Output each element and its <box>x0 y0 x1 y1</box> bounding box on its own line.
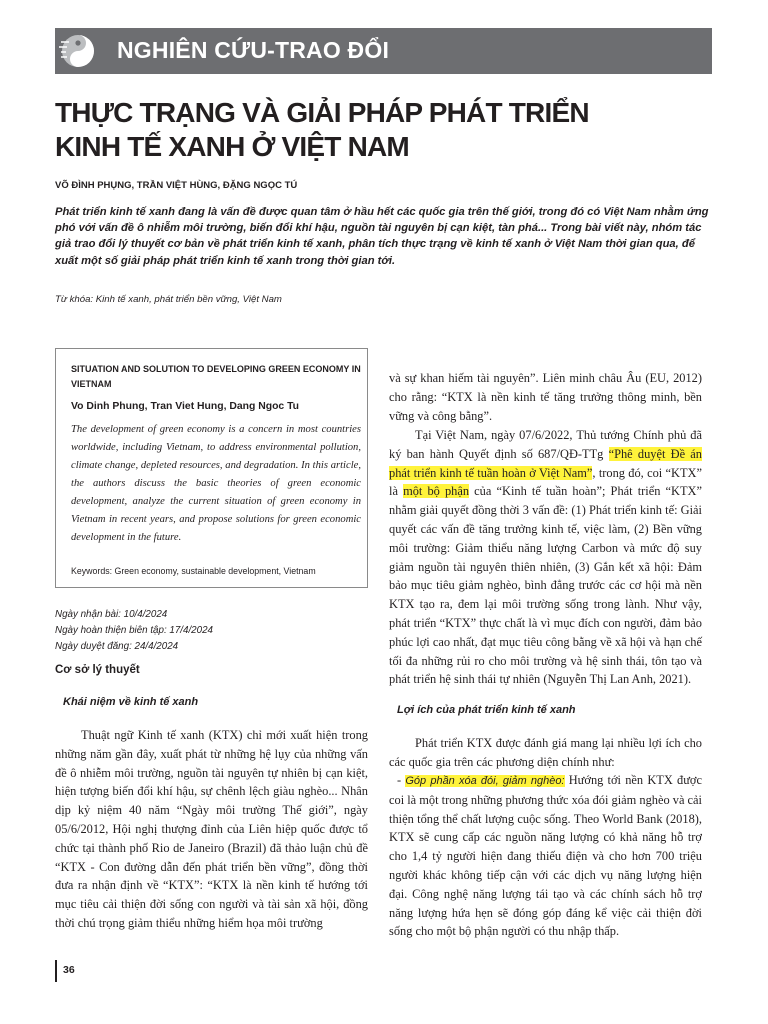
article-authors: VÕ ĐÌNH PHỤNG, TRẦN VIỆT HÙNG, ĐẶNG NGỌC TÚ <box>55 180 298 191</box>
english-summary-box <box>55 348 368 588</box>
page-number: 36 <box>63 964 75 976</box>
highlight-decision-title: “Phê duyệt Đề án phát triển kinh tế tuần hoàn ở Việt Nam” <box>389 446 702 480</box>
right-paragraph-4-text: Hướng tới nền KTX được coi là một trong những phương thức xóa đói giảm nghèo và cải thiện tổng thể chất lượng cuộc sống. Theo World Bank (2018), KTX sẽ cung cấp các nguồn năng lượng có khả năng hỗ trợ cho 1,4 tỷ người hiện đang thiếu điện và cho hơn 700 triệu người khác không tiếp cận với các dịch vụ năng lượng hiện đại. Công nghệ năng lượng tái tạo và các chính sách hỗ trợ năng lượng hứa hẹn sẽ đóng góp đáng kể việc cải thiện đời sống cho một bộ phận người có thu nhập thấp. <box>389 773 702 939</box>
submission-dates <box>55 607 213 655</box>
right-paragraph-1: và sự khan hiếm tài nguyên”. Liên minh châu Âu (EU, 2012) cho rằng: “KTX là nền kinh tế tăng trưởng thông minh, bền vững và công bằng”. <box>389 371 702 423</box>
abstract-vietnamese: Phát triển kinh tế xanh đang là vấn đề được quan tâm ở hầu hết các quốc gia trên thế giới, trong đó có Việt Nam nhằm ứng phó với vấn đề ô nhiễm môi trường, biến đổi khí hậu, nguồn tài nguyên bị cạn kiệt, tàn phá... Trong bài viết này, nhóm tác giả trao đổi lý thuyết cơ bản về phát triển kinh tế xanh, phân tích thực trạng về kinh tế xanh ở Việt Nam thời gian qua, để xuất một số giải pháp phát triển kinh tế xanh trong thời gian tới. <box>55 206 709 267</box>
footer-divider <box>55 960 57 982</box>
subheading-green-economy-concept: Khái niệm về kinh tế xanh <box>63 696 199 708</box>
article-title-line-2: KINH TẾ XANH Ở VIỆT NAM <box>55 131 409 162</box>
date-approved: Ngày duyệt đăng: 24/4/2024 <box>55 641 179 652</box>
right-paragraph-3: Phát triển KTX được đánh giá mang lại nhiều lợi ích cho các quốc gia trên các phương diện chính như: <box>389 736 702 769</box>
left-paragraph-1: Thuật ngữ Kinh tế xanh (KTX) chỉ mới xuất hiện trong những năm gần đây, xuất phát từ những hệ lụy của những vấn đề ô nhiễm môi trường, nguồn tài nguyên tự nhiên bị cạn kiệt, hiện tượng biến đổi khí hậu, sự chênh lệch giàu nghèo... Nhân dịp kỷ niệm 40 năm “Ngày môi trường Thế giới”, ngày 05/6/2012, Hội nghị thượng đỉnh của Liên hiệp quốc được tổ chức tại thành phố Rio de Janeiro (Brazil) đã thảo luận chủ đề “KTX - Con đường dẫn đến phát triển bền vững”, đồng thời đưa ra nhận định về “KTX”: “KTX là nền kinh tế hướng tới mục tiêu cải thiện đời sống con người và tài sản xã hội, đồng thời chú trọng giảm thiểu những hiểm họa môi trường <box>55 728 368 930</box>
english-keywords: Keywords: Green economy, sustainable development, Vietnam <box>71 566 316 576</box>
section-heading: Cơ sở lý thuyết <box>55 664 140 676</box>
english-abstract: The development of green economy is a concern in most countries worldwide, including Vietnam, to address environmental pollution, climate change, depleted resources, and degradation. In this article, the authors discuss the basic theories of green economic development, analyze the current situation of green economy in Vietnam in recent years, and propose solutions for green economic development in the future. <box>71 424 361 543</box>
right-paragraph-2-text-c: của “Kinh tế tuần hoàn”; Phát triển “KTX” nhằm giải quyết đồng thời 3 vấn đề: (1) Phát triển kinh tế: Giải quyết các vấn đề tăng trưởng kinh tế, việc làm, (2) Bền vững môi trường: Giảm thiểu năng lượng Carbon và mức độ suy giảm nguồn tài nguyên thiên nhiên, (3) Gắn kết xã hội: Đảm bảo mục tiêu giảm nghèo, bình đẳng trước các cơ hội mà nền KTX tạo ra, đem lại môi trường sống trong lành. Như vậy, phát triển “KTX” thực chất là vì mục đích con người, đảm bảo phúc lợi cao nhất, đạt mục tiêu công bằng về xã hội và hạn chế tối đa những rủi ro cho môi trường và hệ sinh thái, tôn tạo và phát triển hệ sinh thái tự nhiên (Nguyễn Thị Lan Anh, 2021). <box>389 484 702 687</box>
highlight-component: một bộ phận <box>403 484 470 499</box>
subheading-green-economy-benefits: Lợi ích của phát triển kinh tế xanh <box>397 704 576 716</box>
right-paragraph-2 <box>389 426 702 689</box>
section-banner <box>55 28 712 74</box>
bullet-dash: - <box>397 773 406 787</box>
article-title-line-1: THỰC TRẠNG VÀ GIẢI PHÁP PHÁT TRIỂN <box>55 97 589 128</box>
english-authors: Vo Dinh Phung, Tran Viet Hung, Dang Ngoc Tu <box>71 401 300 412</box>
article-title <box>55 96 655 164</box>
right-paragraph-2-text-a: Tại Việt Nam, ngày 07/6/2022, Thủ tướng Chính phủ đã ký ban hành Quyết định số 687/QĐ-TTg <box>389 428 702 461</box>
date-revised: Ngày hoàn thiện biên tập: 17/4/2024 <box>55 625 213 636</box>
section-title: NGHIÊN CỨU-TRAO ĐỔI <box>117 37 390 63</box>
highlight-poverty-reduction: Góp phần xóa đói, giảm nghèo: <box>405 775 565 787</box>
english-title: SITUATION AND SOLUTION TO DEVELOPING GREEN ECONOMY IN VIETNAM <box>71 364 361 389</box>
right-paragraph-4 <box>389 771 702 941</box>
keywords-vietnamese: Từ khóa: Kinh tế xanh, phát triển bền vững, Việt Nam <box>55 294 282 305</box>
date-received: Ngày nhận bài: 10/4/2024 <box>55 609 168 620</box>
journal-swirl-logo-icon <box>55 28 101 74</box>
right-paragraph-2-text-b: , trong đó, coi “KTX” là <box>389 465 703 499</box>
